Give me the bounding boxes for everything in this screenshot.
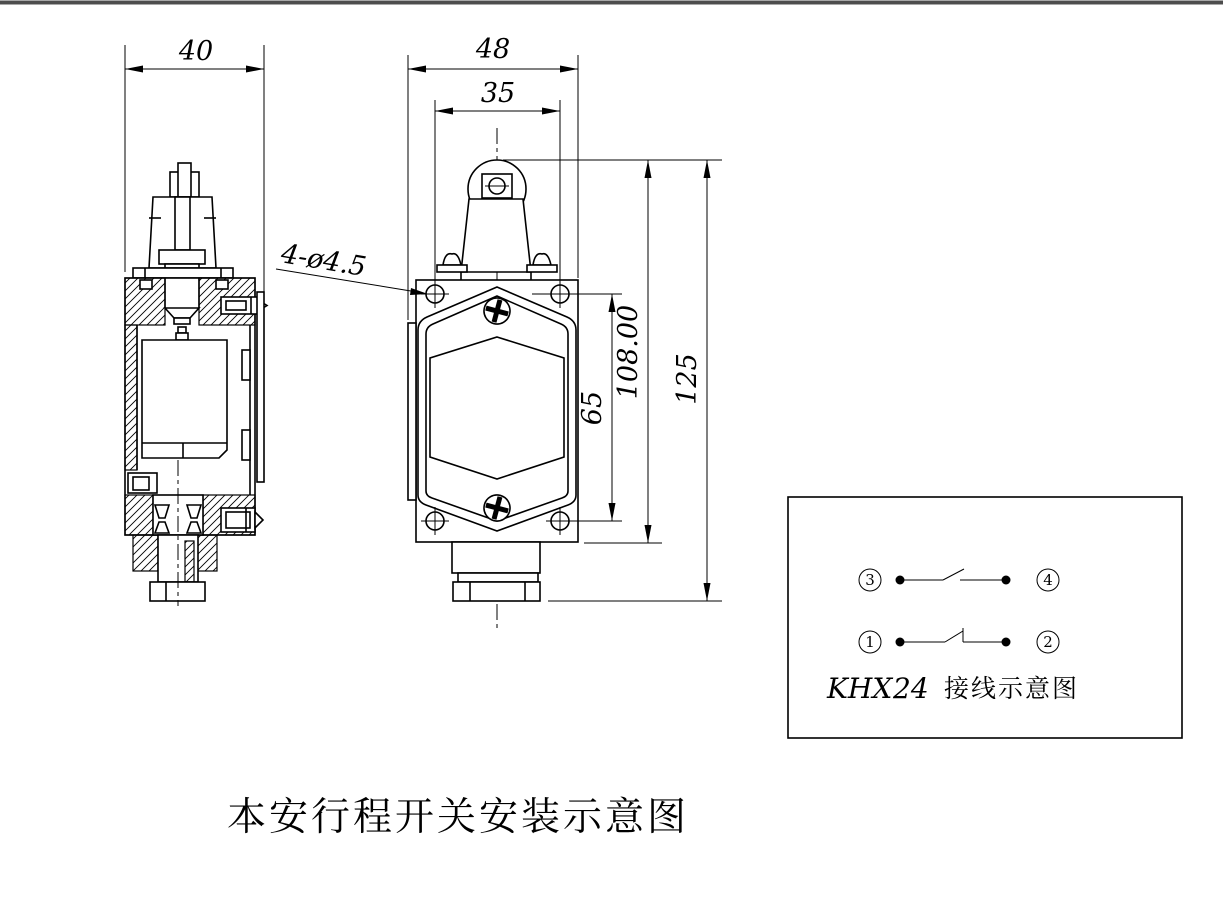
dim-108-label: 108.00 — [613, 304, 644, 400]
terminal-dot — [896, 576, 905, 585]
dim-48-label: 48 — [475, 34, 511, 65]
dim-40-label: 40 — [178, 36, 214, 67]
cable-entry — [452, 542, 540, 601]
terminal-4-label: 4 — [1043, 571, 1053, 589]
wiring-box-label — [826, 672, 1079, 705]
side-screw-left — [128, 473, 157, 493]
contact-row-1-2 — [859, 628, 1059, 653]
arrow-right-icon — [542, 108, 560, 115]
flange — [133, 268, 233, 278]
dim-35-label: 35 — [480, 78, 516, 109]
contact-nc-symbol — [945, 631, 963, 642]
entry-neck — [452, 542, 540, 573]
arrow-down-icon — [609, 503, 616, 521]
entry-ring — [458, 573, 538, 582]
holes-leader-label: 4-ø4.5 — [278, 238, 369, 284]
contact-block — [137, 325, 227, 470]
head-screw-right — [527, 254, 557, 272]
contact-no-symbol — [943, 569, 964, 580]
plate-side-strip — [408, 323, 416, 500]
terminal-dot — [1002, 576, 1011, 585]
side-section-view — [125, 36, 267, 606]
arrow-up-icon — [645, 160, 652, 178]
contact-row-3-4 — [859, 569, 1059, 591]
arrow-down-icon — [645, 525, 652, 543]
arrow-left-icon — [125, 66, 143, 73]
head-housing — [149, 197, 216, 268]
wiring-label-text: 接线示意图 — [944, 674, 1080, 703]
side-plate-edge — [257, 292, 264, 482]
dim-125-label: 125 — [672, 353, 703, 405]
wiring-label-number: 24 — [893, 672, 929, 705]
plunger — [170, 163, 199, 197]
front-view — [276, 34, 722, 630]
arrow-right-icon — [246, 66, 264, 73]
terminal-dot — [896, 638, 905, 647]
terminal-3-label: 3 — [865, 571, 875, 589]
terminal-screw — [176, 333, 188, 340]
terminal-1-label: 1 — [865, 633, 875, 651]
leader-mounting-holes — [276, 238, 428, 295]
head-trapezoid — [461, 199, 531, 272]
arrow-left-icon — [408, 66, 426, 73]
terminal-2-label: 2 — [1043, 633, 1053, 651]
arrow-left-icon — [435, 108, 453, 115]
arrow-right-icon — [560, 66, 578, 73]
wiring-label-model: KHX — [827, 672, 893, 705]
dim-65-label: 65 — [577, 390, 608, 426]
entry-nut — [453, 582, 540, 601]
side-screw-lower — [221, 508, 263, 532]
arrow-up-icon — [704, 160, 711, 178]
roller-head — [437, 160, 557, 280]
arrow-down-icon — [704, 583, 711, 601]
drawing-caption: 本安行程开关安装示意图 — [227, 795, 690, 840]
wiring-diagram-box — [788, 497, 1182, 738]
terminal-dot — [1002, 638, 1011, 647]
